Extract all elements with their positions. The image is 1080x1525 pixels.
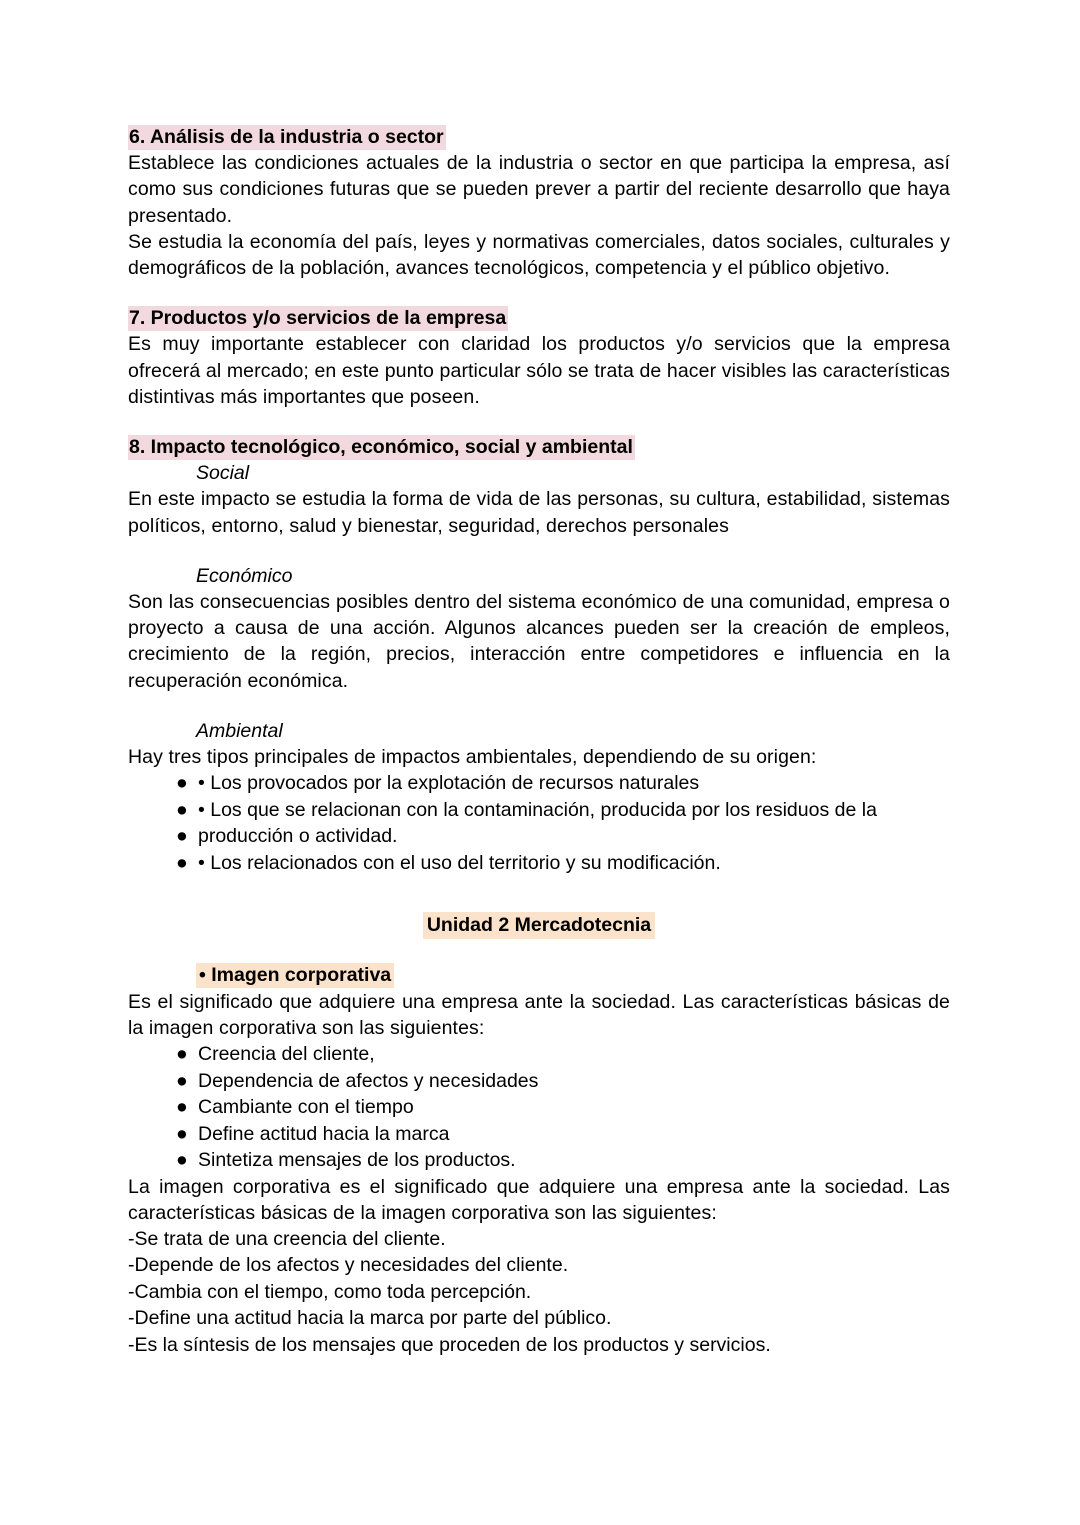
list-item-label: • Los provocados por la explotación de recursos naturales	[198, 772, 700, 795]
spacer	[128, 539, 950, 563]
list-item	[128, 850, 950, 877]
list-item	[128, 770, 950, 797]
list-item-label: Dependencia de afectos y necesidades	[198, 1069, 539, 1092]
subsection-social-paragraph: En este impacto se estudia la forma de vida de las personas, su cultura, estabilidad, sistemas políticos, entorno, salud y bienestar, seguridad, derechos personales	[128, 488, 950, 537]
list-item-label: Creencia del cliente,	[198, 1043, 375, 1066]
section-heading-8-text: 8. Impacto tecnológico, económico, social y ambiental	[129, 436, 633, 459]
dash-line: -Cambia con el tiempo, como toda percepción.	[128, 1280, 532, 1303]
bullet-dot-icon: ●	[176, 1043, 188, 1066]
list-item	[128, 1147, 950, 1174]
subsection-title-economico: Económico	[196, 564, 293, 587]
list-item	[128, 1041, 950, 1068]
section-heading-7	[128, 305, 950, 331]
dash-line: -Define una actitud hacia la marca por parte del público.	[128, 1307, 612, 1330]
list-item	[128, 823, 950, 850]
bullet-dot-icon: ●	[176, 1096, 188, 1119]
subsection-economico-paragraph: Son las consecuencias posibles dentro del sistema económico de una comunidad, empresa o proyecto a causa de una acción. Algunos alcances pueden ser la creación de empleos, crecimiento de la región, precios, interacción entre competidores e influencia en la recuperación económica.	[128, 591, 950, 692]
section-analisis-industria	[128, 124, 950, 281]
bullet-dot-icon: ●	[176, 1122, 188, 1145]
section-heading-6	[128, 124, 950, 150]
subsection-ambiental-paragraph: Hay tres tipos principales de impactos ambientales, dependiendo de su origen:	[128, 746, 817, 769]
subsection-title-ambiental: Ambiental	[196, 719, 283, 742]
subsection-title-social: Social	[196, 462, 250, 485]
spacer	[128, 410, 950, 434]
list-item	[128, 1094, 950, 1121]
list-item-label: Define actitud hacia la marca	[198, 1122, 450, 1145]
list-item	[128, 797, 950, 824]
bullet-dot-icon: ●	[176, 1149, 188, 1172]
spacer	[128, 281, 950, 305]
topic-intro-paragraph: Es el significado que adquiere una empresa ante la sociedad. Las características básicas de la imagen corporativa son las siguientes:	[128, 990, 950, 1039]
unit-title	[128, 912, 950, 938]
list-item-label: Sintetiza mensajes de los productos.	[198, 1149, 516, 1172]
list-item-label: • Los relacionados con el uso del territorio y su modificación.	[198, 851, 721, 874]
section-7-paragraph-1: Es muy importante establecer con claridad los productos y/o servicios que la empresa ofrecerá al mercado; en este punto particular sólo se trata de hacer visibles las características distintivas más importantes que poseen.	[128, 333, 950, 408]
spacer	[128, 694, 950, 718]
unit-title-text: Unidad 2 Mercadotecnia	[423, 912, 655, 939]
dash-line: -Es la síntesis de los mensajes que proceden de los productos y servicios.	[128, 1333, 771, 1356]
dash-line: -Depende de los afectos y necesidades del cliente.	[128, 1254, 569, 1277]
topic-title-imagen-corporativa	[128, 962, 950, 988]
list-item-label: Cambiante con el tiempo	[198, 1096, 414, 1119]
spacer	[128, 938, 950, 962]
section-heading-6-text: 6. Análisis de la industria o sector	[129, 126, 444, 148]
section-heading-8	[128, 434, 950, 460]
section-heading-7-text: 7. Productos y/o servicios de la empresa	[129, 307, 507, 330]
bullet-dot-icon: ●	[176, 825, 188, 848]
list-item	[128, 1121, 950, 1148]
list-item-label: • Los que se relacionan con la contaminación, producida por los residuos de la	[198, 798, 877, 821]
dash-line: -Se trata de una creencia del cliente.	[128, 1227, 446, 1250]
section-productos-servicios	[128, 305, 950, 410]
section-6-paragraph-2: Se estudia la economía del país, leyes y normativas comerciales, datos sociales, culturales y demográficos de la población, avances tecnológicos, competencia y el público objetivo.	[128, 230, 950, 280]
list-item-label: producción o actividad.	[198, 825, 398, 848]
imagen-corporativa-bullet-list	[128, 1041, 950, 1174]
bullet-dot-icon: ●	[176, 1069, 188, 1092]
list-item	[128, 1068, 950, 1095]
bullet-dot-icon: ●	[176, 798, 188, 821]
bullet-dot-icon: ●	[176, 772, 188, 795]
topic-title-text: • Imagen corporativa	[196, 963, 394, 988]
ambiental-bullet-list	[128, 770, 950, 876]
spacer	[128, 876, 950, 912]
section-6-paragraph-1: Establece las condiciones actuales de la industria o sector en que participa la empresa, así como sus condiciones futuras que se pueden prever a partir del reciente desarrollo que haya presentado.	[128, 152, 950, 227]
section-impacto	[128, 434, 950, 876]
topic-restatement-paragraph: La imagen corporativa es el significado que adquiere una empresa ante la sociedad. Las características básicas de la imagen corporativa son las siguientes:	[128, 1175, 950, 1224]
document-body	[128, 124, 950, 1358]
bullet-dot-icon: ●	[176, 851, 188, 874]
